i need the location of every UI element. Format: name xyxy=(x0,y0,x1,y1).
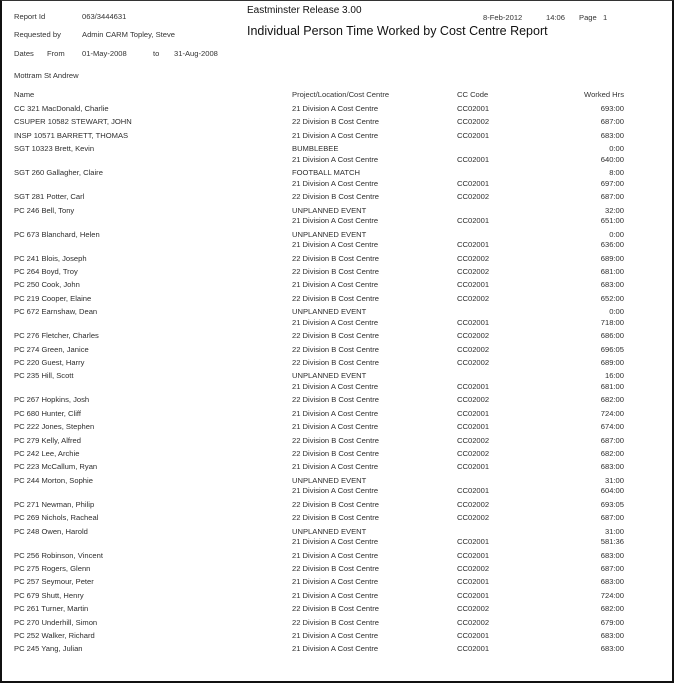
project-cell: UNPLANNED EVENT xyxy=(292,475,367,485)
project-cell: UNPLANNED EVENT xyxy=(292,307,367,317)
project-cell: 21 Division A Cost Centre xyxy=(292,462,379,472)
cc-code-cell: CC02002 xyxy=(457,435,490,445)
project-cell: 22 Division B Cost Centre xyxy=(292,617,379,627)
person-name: PC 244 Morton, Sophie xyxy=(14,475,93,485)
worked-hrs-cell: 683:00 xyxy=(600,130,624,140)
table-row xyxy=(2,551,672,563)
project-cell: 21 Division A Cost Centre xyxy=(292,550,379,560)
cc-code-cell: CC02001 xyxy=(457,382,490,391)
worked-hrs-cell: 718:00 xyxy=(600,317,624,327)
table-row xyxy=(2,436,672,448)
table-row xyxy=(2,644,672,656)
table-row xyxy=(2,155,672,167)
person-name: PC 679 Shutt, Henry xyxy=(14,590,84,600)
cc-code-cell: CC02001 xyxy=(457,216,490,226)
table-row xyxy=(2,500,672,512)
project-cell: BUMBLEBEE xyxy=(292,144,339,154)
report-id-value: 063/3444631 xyxy=(82,12,127,21)
worked-hrs-cell: 689:00 xyxy=(600,358,624,367)
person-name: PC 680 Hunter, Cliff xyxy=(14,408,81,418)
cc-code-cell: CC02002 xyxy=(457,117,490,127)
person-name: PC 250 Cook, John xyxy=(14,280,80,290)
worked-hrs-cell: 674:00 xyxy=(600,422,624,432)
worked-hrs-cell: 8:00 xyxy=(609,168,624,178)
worked-hrs-cell: 687:00 xyxy=(600,435,624,445)
person-name: PC 275 Rogers, Glenn xyxy=(14,564,91,573)
table-row xyxy=(2,104,672,116)
cc-code-cell: CC02002 xyxy=(457,192,490,202)
cc-code-cell: CC02001 xyxy=(457,486,490,496)
project-cell: 22 Division B Cost Centre xyxy=(292,117,379,127)
worked-hrs-cell: 681:00 xyxy=(600,382,624,391)
worked-hrs-cell: 679:00 xyxy=(600,617,624,627)
cc-code-cell: CC02002 xyxy=(457,564,490,573)
project-cell: 21 Division A Cost Centre xyxy=(292,240,379,250)
project-cell: UNPLANNED EVENT xyxy=(292,205,367,215)
worked-hrs-cell: 696:05 xyxy=(600,344,624,354)
person-name: CC 321 MacDonald, Charlie xyxy=(14,104,109,113)
project-cell: 21 Division A Cost Centre xyxy=(292,178,379,188)
project-cell: 21 Division A Cost Centre xyxy=(292,537,379,547)
worked-hrs-cell: 686:00 xyxy=(600,331,624,341)
project-cell: 21 Division A Cost Centre xyxy=(292,408,379,418)
dates-label: Dates xyxy=(14,49,34,58)
worked-hrs-cell: 683:00 xyxy=(600,462,624,472)
cc-code-cell: CC02001 xyxy=(457,422,490,432)
table-row xyxy=(2,395,672,407)
cc-code-cell: CC02001 xyxy=(457,550,490,560)
project-cell: 22 Division B Cost Centre xyxy=(292,604,379,614)
person-name: PC 256 Robinson, Vincent xyxy=(14,550,103,560)
cc-code-cell: CC02002 xyxy=(457,253,490,263)
worked-hrs-cell: 581:36 xyxy=(600,537,624,547)
worked-hrs-cell: 693:05 xyxy=(600,499,624,509)
table-row xyxy=(2,267,672,279)
project-cell: 22 Division B Cost Centre xyxy=(292,331,379,341)
page-label: Page xyxy=(579,13,597,22)
table-row xyxy=(2,254,672,266)
cc-code-cell: CC02001 xyxy=(457,130,490,140)
cc-code-cell: CC02002 xyxy=(457,513,490,523)
table-row xyxy=(2,382,672,394)
project-cell: 21 Division A Cost Centre xyxy=(292,104,379,113)
worked-hrs-cell: 683:00 xyxy=(600,280,624,290)
person-name: PC 264 Boyd, Troy xyxy=(14,267,78,276)
cc-code-cell: CC02001 xyxy=(457,317,490,327)
cc-code-cell: CC02002 xyxy=(457,604,490,614)
table-row xyxy=(2,409,672,421)
table-row xyxy=(2,462,672,474)
worked-hrs-cell: 681:00 xyxy=(600,267,624,276)
project-cell: 21 Division A Cost Centre xyxy=(292,577,379,587)
column-header-name: Name xyxy=(14,90,35,99)
cc-code-cell: CC02001 xyxy=(457,408,490,418)
worked-hrs-cell: 697:00 xyxy=(600,178,624,188)
person-name: PC 269 Nichols, Racheal xyxy=(14,513,99,523)
table-row xyxy=(2,486,672,498)
person-name: SGT 10323 Brett, Kevin xyxy=(14,144,95,154)
report-title: Individual Person Time Worked by Cost Centre Report xyxy=(247,24,548,38)
cc-code-cell: CC02001 xyxy=(457,178,490,188)
worked-hrs-cell: 689:00 xyxy=(600,253,624,263)
worked-hrs-cell: 636:00 xyxy=(600,240,624,250)
person-name: PC 235 Hill, Scott xyxy=(14,371,74,381)
worked-hrs-cell: 724:00 xyxy=(600,590,624,600)
table-row xyxy=(2,618,672,630)
worked-hrs-cell: 0:00 xyxy=(609,307,624,317)
person-name: PC 279 Kelly, Alfred xyxy=(14,435,81,445)
worked-hrs-cell: 31:00 xyxy=(604,526,624,536)
project-cell: 21 Division A Cost Centre xyxy=(292,644,379,654)
table-row xyxy=(2,117,672,129)
worked-hrs-cell: 682:00 xyxy=(600,604,624,614)
person-name: INSP 10571 BARRETT, THOMAS xyxy=(14,130,129,140)
requested-by-label: Requested by xyxy=(14,30,61,39)
project-cell: 21 Division A Cost Centre xyxy=(292,590,379,600)
person-name: PC 672 Earnshaw, Dean xyxy=(14,307,98,317)
cc-code-cell: CC02001 xyxy=(457,631,490,640)
table-row xyxy=(2,280,672,292)
person-name: PC 222 Jones, Stephen xyxy=(14,422,95,432)
column-header-worked-hrs: Worked Hrs xyxy=(584,90,624,99)
project-cell: 22 Division B Cost Centre xyxy=(292,513,379,523)
table-row xyxy=(2,591,672,603)
table-row xyxy=(2,422,672,434)
cc-code-cell: CC02002 xyxy=(457,344,490,354)
cc-code-cell: CC02001 xyxy=(457,280,490,290)
app-title: Eastminster Release 3.00 xyxy=(247,5,362,16)
table-row xyxy=(2,513,672,525)
table-row xyxy=(2,131,672,143)
project-cell: 22 Division B Cost Centre xyxy=(292,267,379,276)
project-cell: UNPLANNED EVENT xyxy=(292,229,367,239)
table-row xyxy=(2,192,672,204)
project-cell: 21 Division A Cost Centre xyxy=(292,631,379,640)
worked-hrs-cell: 687:00 xyxy=(600,117,624,127)
cc-code-cell: CC02002 xyxy=(457,617,490,627)
table-row xyxy=(2,331,672,343)
person-name: SGT 281 Potter, Carl xyxy=(14,192,85,202)
worked-hrs-cell: 32:00 xyxy=(604,205,624,215)
project-cell: 21 Division A Cost Centre xyxy=(292,130,379,140)
project-cell: UNPLANNED EVENT xyxy=(292,526,367,536)
person-name: PC 248 Owen, Harold xyxy=(14,526,88,536)
worked-hrs-cell: 683:00 xyxy=(600,631,624,640)
worked-hrs-cell: 683:00 xyxy=(600,644,624,654)
project-cell: 22 Division B Cost Centre xyxy=(292,293,379,303)
project-cell: 22 Division B Cost Centre xyxy=(292,358,379,367)
table-row xyxy=(2,358,672,370)
project-cell: 22 Division B Cost Centre xyxy=(292,564,379,573)
worked-hrs-cell: 604:00 xyxy=(600,486,624,496)
person-name: PC 274 Green, Janice xyxy=(14,344,89,354)
project-cell: 22 Division B Cost Centre xyxy=(292,395,379,405)
report-id-label: Report Id xyxy=(14,12,46,21)
worked-hrs-cell: 31:00 xyxy=(604,475,624,485)
worked-hrs-cell: 683:00 xyxy=(600,550,624,560)
table-row xyxy=(2,240,672,252)
location-heading: Mottram St Andrew xyxy=(14,71,79,80)
table-row xyxy=(2,294,672,306)
cc-code-cell: CC02001 xyxy=(457,240,490,250)
worked-hrs-cell: 693:00 xyxy=(600,104,624,113)
table-row xyxy=(2,345,672,357)
column-header-cc-code: CC Code xyxy=(457,90,489,99)
person-name: PC 267 Hopkins, Josh xyxy=(14,395,90,405)
project-cell: 22 Division B Cost Centre xyxy=(292,192,379,202)
cc-code-cell: CC02001 xyxy=(457,577,490,587)
table-row xyxy=(2,216,672,228)
cc-code-cell: CC02001 xyxy=(457,537,490,547)
worked-hrs-cell: 0:00 xyxy=(609,229,624,239)
print-date: 8-Feb-2012 xyxy=(483,13,523,22)
table-row xyxy=(2,631,672,643)
person-name: PC 241 Blois, Joseph xyxy=(14,253,87,263)
cc-code-cell: CC02002 xyxy=(457,499,490,509)
cc-code-cell: CC02001 xyxy=(457,644,490,654)
from-date: 01-May-2008 xyxy=(82,49,127,58)
person-name: PC 246 Bell, Tony xyxy=(14,205,75,215)
project-cell: 21 Division A Cost Centre xyxy=(292,216,379,226)
cc-code-cell: CC02002 xyxy=(457,395,490,405)
project-cell: FOOTBALL MATCH xyxy=(292,168,360,178)
person-name: PC 257 Seymour, Peter xyxy=(14,577,94,587)
requested-by-value: Admin CARM Topley, Steve xyxy=(82,30,175,39)
to-date: 31-Aug-2008 xyxy=(174,49,218,58)
person-name: CSUPER 10582 STEWART, JOHN xyxy=(14,117,132,127)
person-name: PC 271 Newman, Philip xyxy=(14,499,95,509)
worked-hrs-cell: 724:00 xyxy=(600,408,624,418)
cc-code-cell: CC02002 xyxy=(457,358,490,367)
worked-hrs-cell: 683:00 xyxy=(600,577,624,587)
project-cell: 22 Division B Cost Centre xyxy=(292,499,379,509)
project-cell: 21 Division A Cost Centre xyxy=(292,280,379,290)
table-row xyxy=(2,179,672,191)
worked-hrs-cell: 0:00 xyxy=(609,144,624,154)
print-time: 14:06 xyxy=(546,13,566,22)
table-row xyxy=(2,449,672,461)
person-name: PC 270 Underhill, Simon xyxy=(14,617,98,627)
project-cell: 21 Division A Cost Centre xyxy=(292,486,379,496)
person-name: SGT 260 Gallagher, Claire xyxy=(14,168,103,178)
table-row xyxy=(2,318,672,330)
table-row xyxy=(2,604,672,616)
person-name: PC 673 Blanchard, Helen xyxy=(14,229,100,239)
cc-code-cell: CC02002 xyxy=(457,267,490,276)
page-number: 1 xyxy=(603,13,608,22)
worked-hrs-cell: 687:00 xyxy=(600,513,624,523)
project-cell: 22 Division B Cost Centre xyxy=(292,435,379,445)
worked-hrs-cell: 652:00 xyxy=(600,293,624,303)
project-cell: 21 Division A Cost Centre xyxy=(292,382,379,391)
cc-code-cell: CC02001 xyxy=(457,154,490,164)
worked-hrs-cell: 687:00 xyxy=(600,192,624,202)
project-cell: 22 Division B Cost Centre xyxy=(292,449,379,458)
worked-hrs-cell: 682:00 xyxy=(600,449,624,458)
cc-code-cell: CC02001 xyxy=(457,462,490,472)
table-row xyxy=(2,537,672,549)
cc-code-cell: CC02001 xyxy=(457,104,490,113)
person-name: PC 219 Cooper, Elaine xyxy=(14,293,92,303)
project-cell: 21 Division A Cost Centre xyxy=(292,317,379,327)
cc-code-cell: CC02001 xyxy=(457,590,490,600)
person-name: PC 220 Guest, Harry xyxy=(14,358,85,367)
person-name: PC 242 Lee, Archie xyxy=(14,449,80,458)
cc-code-cell: CC02002 xyxy=(457,331,490,341)
cc-code-cell: CC02002 xyxy=(457,449,490,458)
table-row xyxy=(2,577,672,589)
worked-hrs-cell: 687:00 xyxy=(600,564,624,573)
worked-hrs-cell: 16:00 xyxy=(604,371,624,381)
from-label: From xyxy=(47,49,65,58)
person-name: PC 261 Turner, Martin xyxy=(14,604,89,614)
to-label: to xyxy=(153,49,160,58)
column-header-project: Project/Location/Cost Centre xyxy=(292,90,390,99)
project-cell: 21 Division A Cost Centre xyxy=(292,154,379,164)
person-name: PC 276 Fletcher, Charles xyxy=(14,331,99,341)
person-name: PC 245 Yang, Julian xyxy=(14,644,83,654)
project-cell: 21 Division A Cost Centre xyxy=(292,422,379,432)
project-cell: UNPLANNED EVENT xyxy=(292,371,367,381)
person-name: PC 252 Walker, Richard xyxy=(14,631,95,640)
project-cell: 22 Division B Cost Centre xyxy=(292,344,379,354)
person-name: PC 223 McCallum, Ryan xyxy=(14,462,98,472)
worked-hrs-cell: 682:00 xyxy=(600,395,624,405)
worked-hrs-cell: 651:00 xyxy=(600,216,624,226)
table-row xyxy=(2,564,672,576)
cc-code-cell: CC02002 xyxy=(457,293,490,303)
worked-hrs-cell: 640:00 xyxy=(600,154,624,164)
project-cell: 22 Division B Cost Centre xyxy=(292,253,379,263)
